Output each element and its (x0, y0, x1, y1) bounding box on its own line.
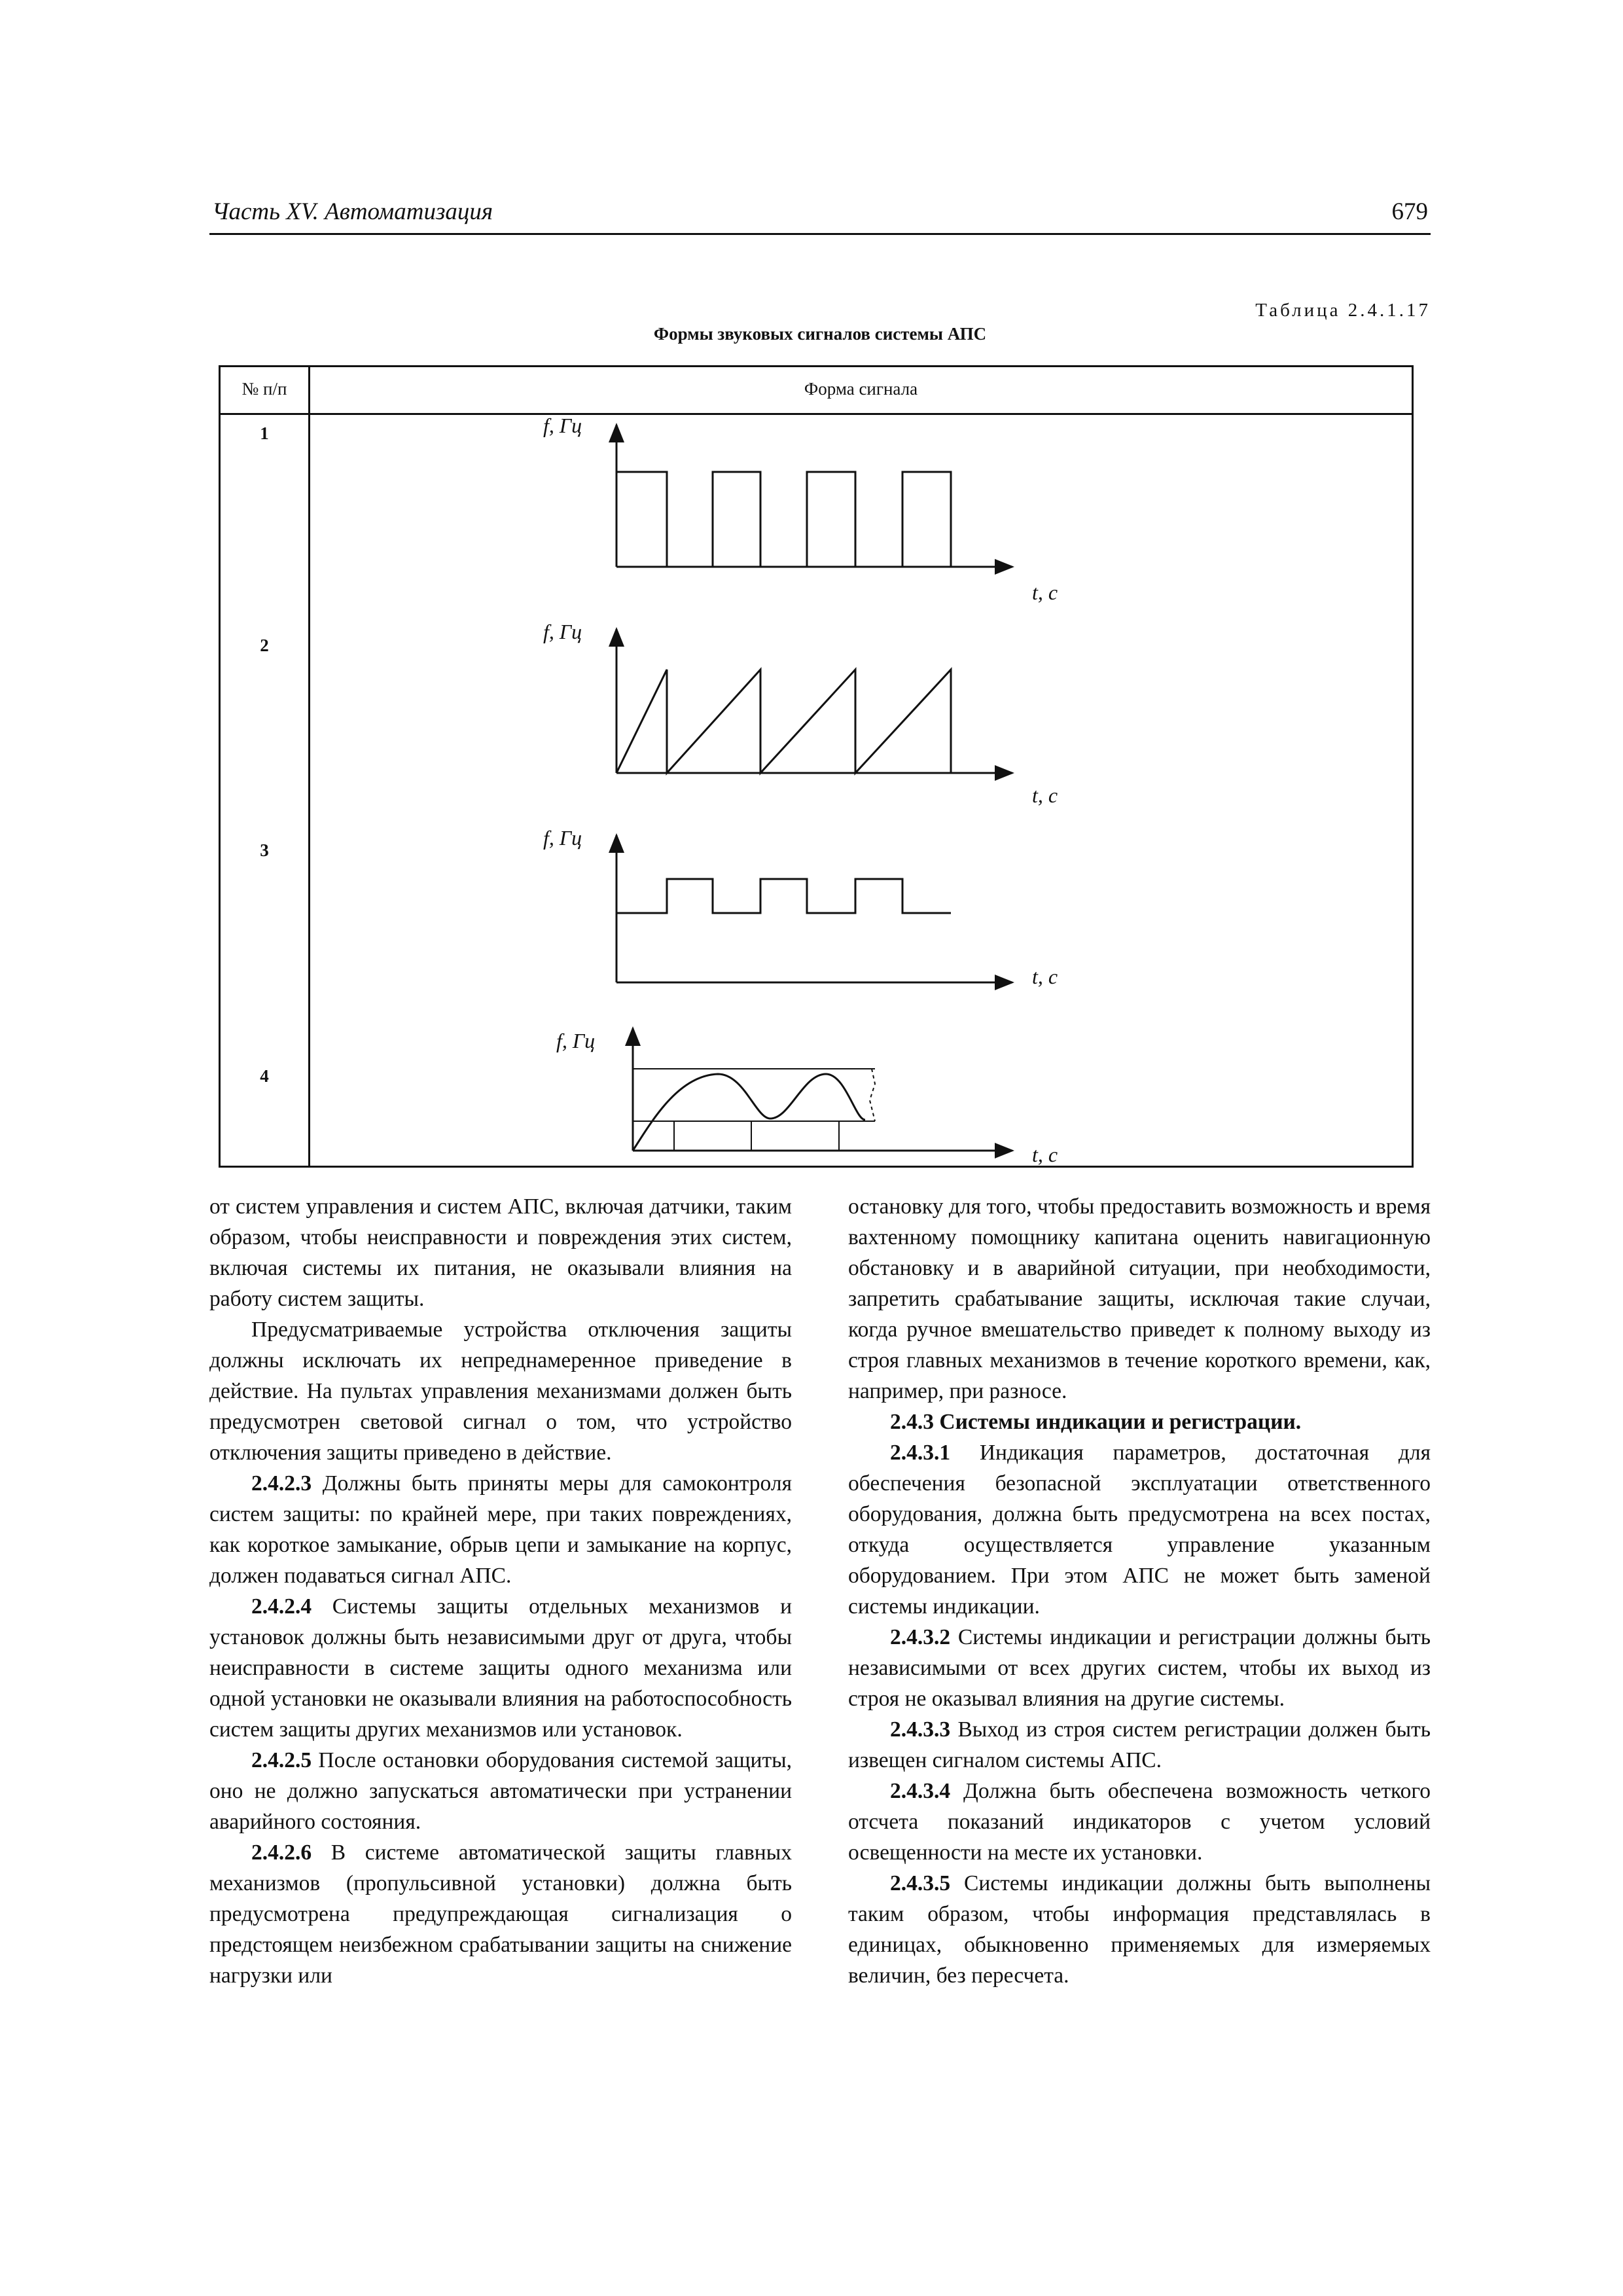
x-label-2: t, c (1032, 783, 1058, 807)
paragraph-right-6 (848, 1776, 1431, 1868)
paragraph-right-1 (848, 1191, 1431, 1407)
paragraph-body: Системы защиты отдельных механизмов и установок должны быть независимыми друг от друга, чтобы неисправности в системе защиты одного механизма или одной установки не оказывали влияния на работоспособность систем защиты других механизмов или установок. (209, 1594, 792, 1742)
header-signal-form: Форма сигнала (804, 379, 918, 399)
y-label-2: f, Гц (543, 620, 582, 643)
paragraph-right-2 (848, 1407, 1431, 1437)
paragraph-body: Должна быть обеспечена возможность четкого отсчета показаний индикаторов с учетом условий освещенности на месте их установки. (848, 1779, 1431, 1865)
paragraph-right-7 (848, 1868, 1431, 1991)
y-label-1: f, Гц (543, 414, 582, 437)
x-label-3: t, c (1032, 965, 1058, 988)
clause-number: 2.4.3.3 (890, 1717, 951, 1742)
waveform-4 (633, 1074, 865, 1151)
clause-number: 2.4.3.5 (890, 1871, 951, 1895)
paragraph-body: остановку для того, чтобы предоставить возможность и время вахтенному помощнику капитана оценить навигационную обстановку и в аварийной ситуации, при необходимости, запретить срабатывание защиты, исключая такие случаи, когда ручное вмешательство приведет к полному выходу из строя главных механизмов в течение короткого времени, как, например, при разносе. (848, 1194, 1431, 1403)
paragraph-left-6 (209, 1837, 792, 1991)
text-column-right (848, 1191, 1431, 1991)
paragraph-body: После остановки оборудования системой защиты, оно не должно запускаться автоматически при устранении аварийного состояния. (209, 1748, 792, 1834)
plot-sawtooth (543, 620, 1058, 807)
header-number: № п/п (241, 379, 287, 399)
waveform-1 (616, 472, 951, 567)
paragraph-body: В системе автоматической защиты главных механизмов (пропульсивной установки) должна быть предусмотрена предупреждающая сигнализация о предстоящем неизбежном срабатывании защиты на снижение нагрузки или (209, 1840, 792, 1988)
paragraph-right-3 (848, 1437, 1431, 1622)
paragraph-body: Системы индикации и регистрации должны быть независимыми от всех других систем, чтобы их выход из строя не оказывал влияния на другие системы. (848, 1625, 1431, 1711)
paragraph-body: Предусматриваемые устройства отключения защиты должны исключать их непреднамеренное приведение в действие. На пультах управления механизмами должен быть предусмотрен световой сигнал о том, что устройство отключения защиты приведено в действие. (209, 1318, 792, 1465)
clause-number: 2.4.3.4 (890, 1779, 951, 1803)
clause-number: 2.4.2.6 (251, 1840, 312, 1865)
signal-table (219, 365, 1414, 1168)
clause-number: 2.4.2.3 (251, 1471, 312, 1496)
clause-number: 2.4.2.5 (251, 1748, 312, 1772)
paragraph-left-3 (209, 1468, 792, 1591)
paragraph-body: от систем управления и систем АПС, включая датчики, таким образом, чтобы неисправности и повреждения этих систем, включая системы их питания, не оказывали влияния на работу систем защиты. (209, 1194, 792, 1311)
paragraph-left-2 (209, 1314, 792, 1468)
y-label-3: f, Гц (543, 826, 582, 850)
paragraph-left-1 (209, 1191, 792, 1314)
x-label-4: t, c (1032, 1143, 1058, 1166)
section-title: Часть XV. Автоматизация (212, 198, 493, 225)
paragraph-left-4 (209, 1591, 792, 1745)
paragraph-left-5 (209, 1745, 792, 1837)
waveform-2 (616, 670, 951, 773)
row-number-2: 2 (260, 636, 269, 655)
plot-swept-tone (556, 1028, 1058, 1166)
row-number-3: 3 (260, 840, 269, 860)
x-label-1: t, c (1032, 581, 1058, 604)
row-number-1: 1 (260, 423, 269, 443)
y-label-4: f, Гц (556, 1029, 596, 1052)
clause-number: 2.4.3.2 (890, 1625, 951, 1649)
table-number: Таблица 2.4.1.17 (1255, 300, 1431, 321)
paragraph-body: Выход из строя систем регистрации должен быть извещен сигналом системы АПС. (848, 1717, 1431, 1772)
signal-plots (221, 367, 1412, 1166)
clause-number: 2.4.3 Системы индикации и регистрации. (890, 1410, 1302, 1434)
plot-square-pulses (543, 414, 1058, 604)
page-number: 679 (1391, 198, 1428, 225)
text-column-left (209, 1191, 792, 1991)
waveform-3 (616, 879, 951, 913)
running-header (209, 198, 1431, 235)
paragraph-body: Должны быть приняты меры для самоконтроля систем защиты: по крайней мере, при таких повреждениях, как короткое замыкание, обрыв цепи и замыкание на корпус, должен подаваться сигнал АПС. (209, 1471, 792, 1588)
clause-number: 2.4.3.1 (890, 1441, 951, 1465)
paragraph-right-5 (848, 1714, 1431, 1776)
envelope-end (870, 1069, 875, 1121)
table-title: Формы звуковых сигналов системы АПС (653, 324, 987, 344)
paragraph-body: Системы индикации должны быть выполнены таким образом, чтобы информация представлялась в единицах, обыкновенно применяемых для измеряемых величин, без пересчета. (848, 1871, 1431, 1988)
paragraph-right-4 (848, 1622, 1431, 1714)
plot-two-level (543, 826, 1058, 988)
row-number-4: 4 (260, 1066, 269, 1086)
clause-number: 2.4.2.4 (251, 1594, 312, 1619)
paragraph-body: Индикация параметров, достаточная для обеспечения безопасной эксплуатации ответственного оборудования, должна быть предусмотрена на всех постах, откуда осуществляется управление указанным оборудованием. При этом АПС не может быть заменой системы индикации. (848, 1441, 1431, 1619)
